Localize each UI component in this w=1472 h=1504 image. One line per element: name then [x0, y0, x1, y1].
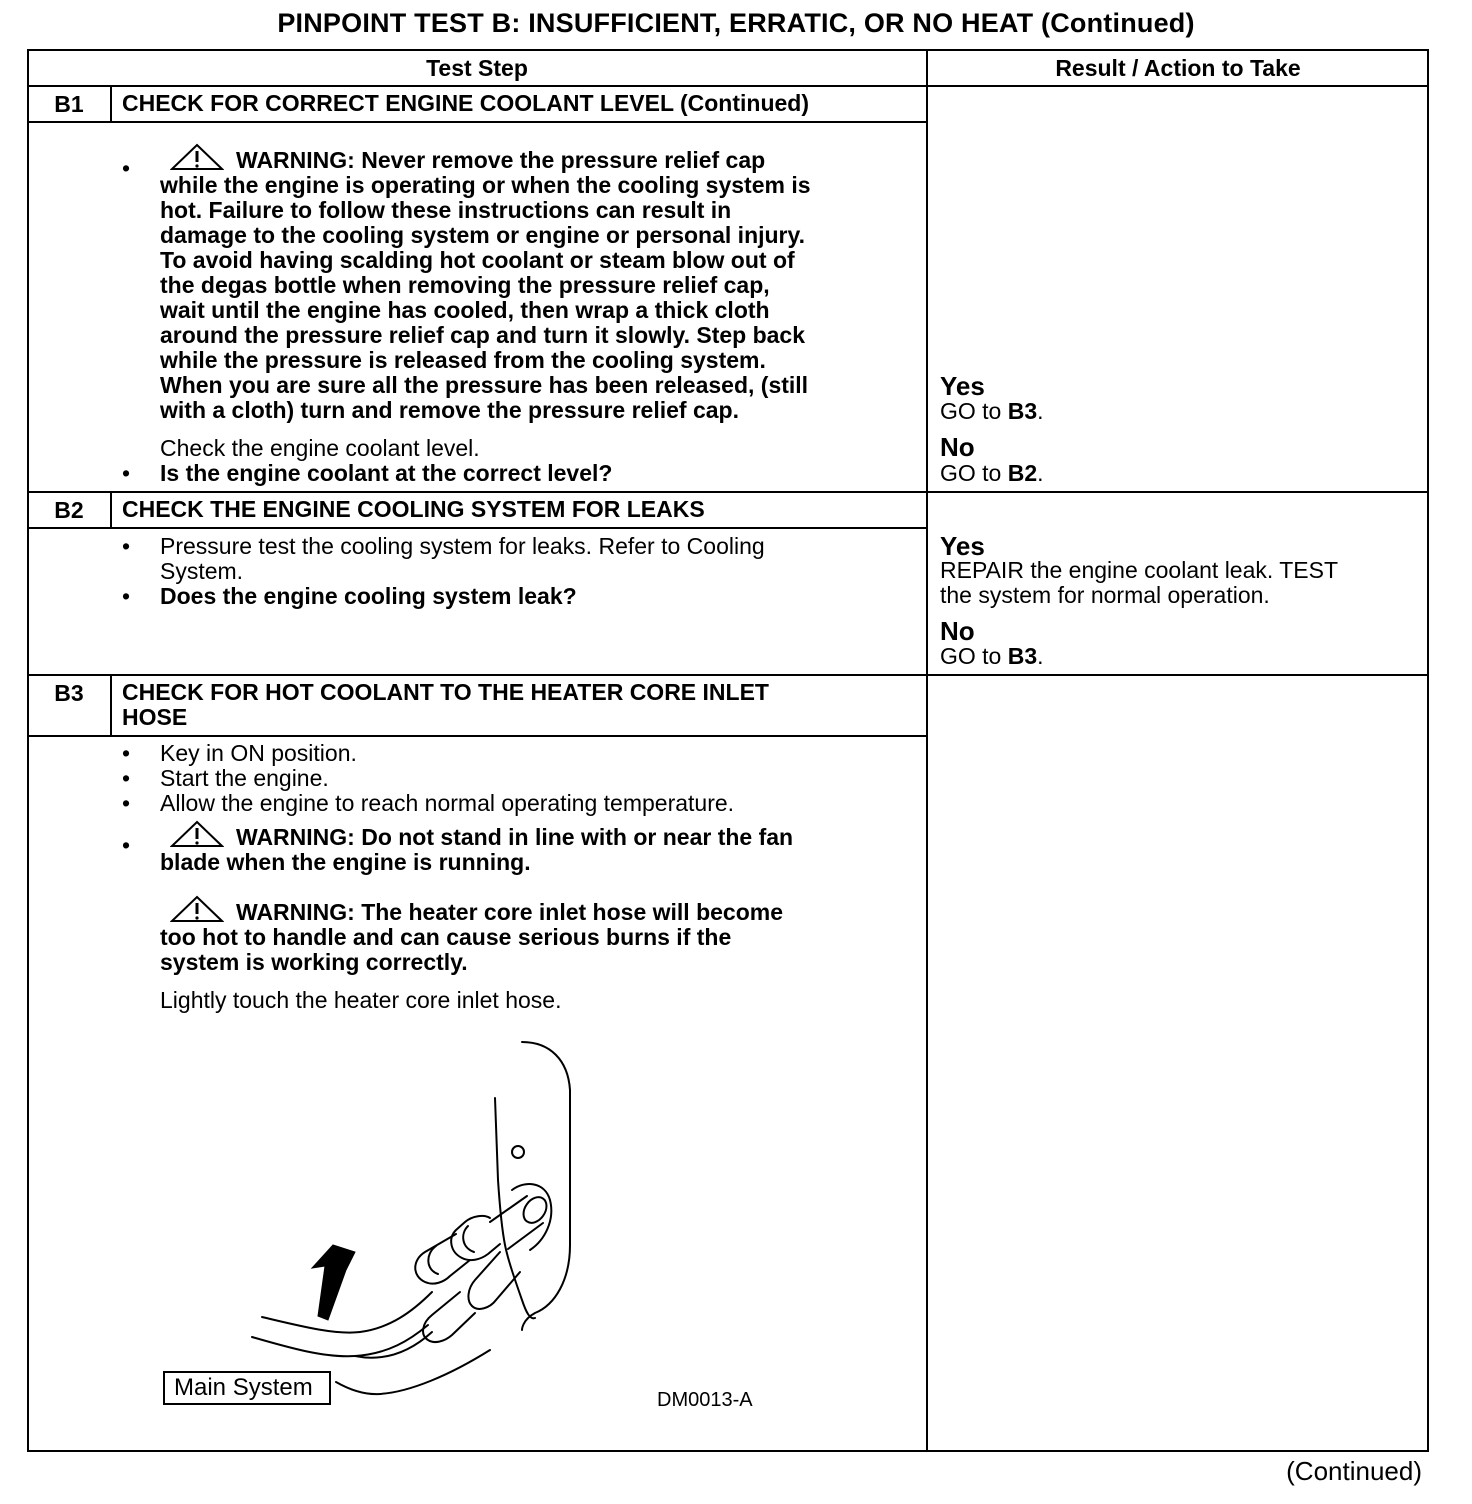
b2-question: Does the engine cooling system leak?	[160, 583, 577, 609]
b1-instruction: Check the engine coolant level.	[160, 435, 480, 461]
column-header-test-step: Test Step	[426, 55, 528, 81]
b3-warning1-bullet: •	[122, 832, 131, 858]
b2-no-text: GO to B3.	[940, 643, 1044, 669]
b1-no-text: GO to B2.	[940, 460, 1044, 486]
b1-no-label: No	[940, 432, 975, 462]
b2-step-line-1: System.	[160, 558, 244, 584]
continued-footer: (Continued)	[1286, 1456, 1422, 1486]
b2-yes-text	[940, 558, 1338, 608]
b3-top-divider	[27, 674, 1429, 676]
b1-yes-text: GO to B3.	[940, 398, 1044, 424]
b1-warning-line-0: WARNING: Never remove the pressure relief cap	[170, 143, 920, 173]
b3-bullet-2: •	[122, 790, 131, 816]
b2-top-divider	[27, 491, 1429, 493]
column-header-result: Result / Action to Take	[1055, 55, 1301, 81]
b3-instruction: Lightly touch the heater core inlet hose.	[160, 987, 562, 1013]
b3-warning1	[160, 820, 920, 875]
b3-warning2	[160, 895, 920, 975]
b3-warning2-line-0: WARNING: The heater core inlet hose will become	[170, 895, 920, 925]
b2-yes-line-1: the system for normal operation.	[940, 582, 1270, 608]
b1-title-divider	[27, 121, 927, 123]
b1-warning-line-6: wait until the engine has cooled, then wrap a thick cloth	[160, 297, 770, 323]
b2-step-title: CHECK THE ENGINE COOLING SYSTEM FOR LEAKS	[122, 496, 705, 522]
b3-step-0: Key in ON position.	[160, 740, 357, 766]
b3-title-line-0: CHECK FOR HOT COOLANT TO THE HEATER CORE INLET	[122, 679, 769, 705]
page-title: PINPOINT TEST B: INSUFFICIENT, ERRATIC, OR NO HEAT (Continued)	[277, 8, 1195, 38]
b1-warning-line-9: When you are sure all the pressure has been released, (still	[160, 372, 809, 398]
b3-step-id: B3	[54, 680, 84, 706]
b1-warning	[160, 143, 920, 423]
b3-bullet-0: •	[122, 740, 131, 766]
b3-warning2-line-2: system is working correctly.	[160, 949, 468, 975]
b2-step-line-0: Pressure test the cooling system for leaks. Refer to Cooling	[160, 533, 765, 559]
b2-id-divider	[110, 491, 112, 528]
b3-title-line-1: HOSE	[122, 704, 188, 730]
b1-step-id: B1	[54, 91, 84, 117]
b1-warning-line-1: while the engine is operating or when the cooling system is	[160, 172, 811, 198]
b1-warning-line-7: around the pressure relief cap and turn it slowly. Step back	[160, 322, 806, 348]
b2-yes-line-0: REPAIR the engine coolant leak. TEST	[940, 557, 1339, 583]
b2-yes-label: Yes	[940, 531, 985, 561]
b1-warning-line-5: the degas bottle when removing the pressure relief cap,	[160, 272, 770, 298]
b3-title-divider	[27, 735, 927, 737]
b1-warning-line-4: To avoid having scalding hot coolant or steam blow out of	[160, 247, 795, 273]
warning-triangle-icon	[170, 820, 224, 848]
b3-step-2: Allow the engine to reach normal operating temperature.	[160, 790, 735, 816]
b3-step-1: Start the engine.	[160, 765, 329, 791]
b3-warning1-line-1: blade when the engine is running.	[160, 849, 531, 875]
b1-warning-line-3: damage to the cooling system or engine or personal injury.	[160, 222, 805, 248]
b1-bullet: •	[122, 155, 131, 181]
header-divider	[27, 85, 1429, 87]
b3-warning1-line-0: WARNING: Do not stand in line with or near the fan	[170, 820, 920, 850]
b2-bullet: •	[122, 533, 131, 559]
b1-warning-line-10: with a cloth) turn and remove the pressure relief cap.	[160, 397, 739, 423]
b2-title-divider	[27, 527, 927, 529]
b1-question-bullet: •	[122, 460, 131, 486]
warning-triangle-icon	[170, 895, 224, 923]
b3-id-divider	[110, 674, 112, 736]
b2-step	[160, 534, 765, 584]
b2-question-bullet: •	[122, 583, 131, 609]
b1-warning-line-8: while the pressure is released from the cooling system.	[160, 347, 766, 373]
b2-step-id: B2	[54, 497, 84, 523]
b3-step-title	[122, 680, 769, 730]
b1-step-title: CHECK FOR CORRECT ENGINE COOLANT LEVEL (Continued)	[122, 90, 810, 116]
b3-warning2-line-1: too hot to handle and can cause serious burns if the	[160, 924, 732, 950]
column-divider	[926, 49, 928, 1452]
b2-no-label: No	[940, 616, 975, 646]
b1-warning-line-2: hot. Failure to follow these instructions can result in	[160, 197, 732, 223]
figure-label: Main System	[174, 1374, 313, 1401]
warning-triangle-icon	[170, 143, 224, 171]
figure-code: DM0013-A	[657, 1389, 753, 1411]
b1-question: Is the engine coolant at the correct level?	[160, 460, 613, 486]
b1-id-divider	[110, 85, 112, 122]
b3-bullet-1: •	[122, 765, 131, 791]
b1-yes-label: Yes	[940, 371, 985, 401]
